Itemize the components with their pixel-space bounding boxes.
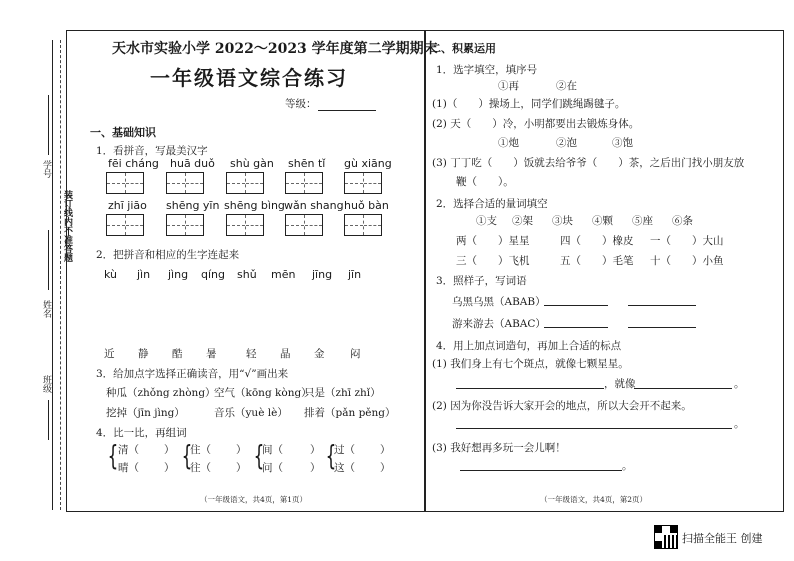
right-page-footer: （一年级语文，共4页，第2页） xyxy=(540,495,648,504)
answer-line[interactable] xyxy=(544,305,608,306)
left-page-footer: （一年级语文，共4页，第1页） xyxy=(200,495,308,504)
measure-option: ②架 xyxy=(512,215,533,227)
reading-option[interactable]: 挖掉（jīn jìng） xyxy=(106,407,185,419)
match-char[interactable]: 闷 xyxy=(350,348,361,360)
fill-sentence[interactable]: (2) 天（ ）冷，小明都要出去锻炼身体。 xyxy=(432,118,640,130)
match-char[interactable]: 静 xyxy=(138,348,149,360)
match-pinyin[interactable]: jìng xyxy=(168,268,189,281)
compare-close: ） xyxy=(310,444,321,456)
compare-word[interactable]: 清（ xyxy=(118,444,139,456)
section-1-title: 一、基础知识 xyxy=(90,126,156,139)
r-q2-prompt: 2．选择合适的量词填空 xyxy=(436,198,548,210)
grade-blank[interactable] xyxy=(318,110,376,111)
compare-close: ） xyxy=(236,462,247,474)
example-sentence: (2) 因为你没告诉大家开会的地点，所以大会开不起来。 xyxy=(432,400,692,412)
writing-grid[interactable] xyxy=(344,172,382,194)
sentence-connector: ，就像 xyxy=(604,378,636,390)
q1-prompt: 1．看拼音，写最美汉字 xyxy=(96,145,208,157)
measure-option: ③块 xyxy=(552,215,573,227)
match-char[interactable]: 晶 xyxy=(280,348,291,360)
answer-line[interactable] xyxy=(456,428,732,429)
main-title: 一年级语文综合练习 xyxy=(150,66,348,90)
measure-blank[interactable]: 十（ ）小鱼 xyxy=(650,255,724,267)
end-punct: 。 xyxy=(622,460,633,472)
pinyin-label: shù gàn xyxy=(230,157,274,170)
section-2-title: 二、积累运用 xyxy=(430,42,496,55)
brace-icon: { xyxy=(325,439,337,472)
match-pinyin[interactable]: kù xyxy=(104,268,118,281)
pinyin-label: shēn tǐ xyxy=(288,157,326,170)
brace-icon: { xyxy=(253,439,265,472)
match-pinyin[interactable]: mēn xyxy=(271,268,296,281)
writing-grid[interactable] xyxy=(285,214,323,236)
match-char[interactable]: 暑 xyxy=(206,348,217,360)
measure-blank[interactable]: 一（ ）大山 xyxy=(650,235,724,247)
pinyin-label: zhī jiāo xyxy=(108,199,147,212)
name-label: 姓名 xyxy=(41,300,51,318)
end-punct: 。 xyxy=(734,418,745,430)
class-label: 班级 xyxy=(41,375,51,393)
grade-label: 等级： xyxy=(285,98,317,110)
compare-word[interactable]: 过（ xyxy=(334,444,355,456)
option-label: ②在 xyxy=(556,80,577,92)
measure-option: ①支 xyxy=(476,215,497,227)
pinyin-label: fēi cháng xyxy=(108,157,159,170)
answer-line[interactable] xyxy=(628,327,696,328)
option-label: ②泡 xyxy=(556,137,577,149)
answer-line[interactable] xyxy=(544,327,608,328)
match-char[interactable]: 轻 xyxy=(246,348,257,360)
fill-sentence[interactable]: (1)（ ）操场上，同学们跳绳踢毽子。 xyxy=(432,98,626,110)
option-label: ①再 xyxy=(498,80,519,92)
measure-option: ④颗 xyxy=(592,215,613,227)
brace-icon: { xyxy=(107,439,119,472)
name-line xyxy=(48,230,49,290)
answer-line[interactable] xyxy=(460,470,622,471)
compare-word[interactable]: 间（ xyxy=(262,444,283,456)
pinyin-label: wǎn shang xyxy=(284,199,344,212)
fill-sentence[interactable]: 鞭（ ）。 xyxy=(456,176,514,188)
compare-close: ） xyxy=(310,462,321,474)
measure-blank[interactable]: 两（ ）星星 xyxy=(456,235,530,247)
example-sentence: (3) 我好想再多玩一会儿啊！ xyxy=(432,442,566,454)
binding-line-text: 装订线内不准答题 xyxy=(62,190,72,262)
binding-line-dashed xyxy=(60,40,61,510)
pinyin-label: shēng bìng xyxy=(224,199,285,212)
answer-line[interactable] xyxy=(456,388,604,389)
reading-option[interactable]: 排着（pǎn pěng） xyxy=(304,407,396,419)
pattern-example: 乌黑乌黑（ABAB） xyxy=(452,296,546,308)
end-punct: 。 xyxy=(734,378,745,390)
writing-grid[interactable] xyxy=(226,172,264,194)
student-no-line xyxy=(48,95,49,155)
binding-line-solid xyxy=(52,40,53,510)
writing-grid[interactable] xyxy=(106,172,144,194)
writing-grid[interactable] xyxy=(226,214,264,236)
pinyin-label: gù xiāng xyxy=(344,157,392,170)
match-char[interactable]: 酷 xyxy=(172,348,183,360)
measure-option: ⑥条 xyxy=(672,215,693,227)
writing-grid[interactable] xyxy=(285,172,323,194)
r-q3-prompt: 3．照样子，写词语 xyxy=(436,275,527,287)
reading-option[interactable]: 音乐（yuè lè） xyxy=(214,407,288,419)
compare-word[interactable]: 问（ xyxy=(262,462,283,474)
compare-word[interactable]: 住（ xyxy=(190,444,211,456)
class-line xyxy=(48,400,49,440)
fill-sentence[interactable]: (3) 丁丁吃（ ）饭就去给爷爷（ ）茶，之后出门找小朋友放 xyxy=(432,157,745,169)
q3-prompt: 3．给加点字选择正确读音，用“√”画出来 xyxy=(96,368,289,380)
example-sentence: (1) 我们身上有七个斑点，就像七颗星星。 xyxy=(432,358,629,370)
reading-option[interactable]: 只是（zhī zhǐ） xyxy=(304,387,381,399)
q4-prompt: 4．比一比，再组词 xyxy=(96,427,187,439)
measure-blank[interactable]: 五（ ）毛笔 xyxy=(560,255,634,267)
compare-close: ） xyxy=(380,462,391,474)
pinyin-label: huǒ bàn xyxy=(344,199,389,212)
match-pinyin[interactable]: jīn xyxy=(348,268,362,281)
school-title: 天水市实验小学 2022～2023 学年度第二学期期末 xyxy=(112,41,438,57)
compare-close: ） xyxy=(164,462,175,474)
match-char[interactable]: 金 xyxy=(314,348,325,360)
match-pinyin[interactable]: jìn xyxy=(137,268,151,281)
pinyin-label: shēng yīn xyxy=(166,199,220,212)
reading-option[interactable]: 种瓜（zhǒng zhòng） xyxy=(106,387,216,399)
writing-grid[interactable] xyxy=(166,214,204,236)
writing-grid[interactable] xyxy=(166,172,204,194)
compare-close: ） xyxy=(236,444,247,456)
r-q4-prompt: 4．用上加点词造句，再加上合适的标点 xyxy=(436,340,622,352)
compare-close: ） xyxy=(164,444,175,456)
brace-icon: { xyxy=(181,439,193,472)
qr-code-icon xyxy=(654,525,678,549)
measure-blank[interactable]: 四（ ）橡皮 xyxy=(560,235,634,247)
match-char[interactable]: 近 xyxy=(104,348,115,360)
reading-option[interactable]: 空气（kōng kòng） xyxy=(214,387,312,399)
measure-blank[interactable]: 三（ ）飞机 xyxy=(456,255,530,267)
match-pinyin[interactable]: shǔ xyxy=(237,268,257,281)
answer-line[interactable] xyxy=(628,305,696,306)
measure-option: ⑤座 xyxy=(632,215,653,227)
match-pinyin[interactable]: qíng xyxy=(201,268,225,281)
compare-word[interactable]: 晴（ xyxy=(118,462,139,474)
scanner-watermark: 扫描全能王 创建 xyxy=(682,532,763,545)
q2-prompt: 2．把拼音和相应的生字连起来 xyxy=(96,249,240,261)
pinyin-label: huā duǒ xyxy=(170,157,215,170)
writing-grid[interactable] xyxy=(106,214,144,236)
answer-line[interactable] xyxy=(634,388,732,389)
option-label: ①炮 xyxy=(498,137,519,149)
compare-close: ） xyxy=(380,444,391,456)
option-label: ③饱 xyxy=(612,137,633,149)
r-q1-prompt: 1．选字填空，填序号 xyxy=(436,64,538,76)
compare-word[interactable]: 往（ xyxy=(190,462,211,474)
pattern-example: 游来游去（ABAC） xyxy=(452,318,546,330)
match-pinyin[interactable]: jīng xyxy=(312,268,333,281)
writing-grid[interactable] xyxy=(344,214,382,236)
student-no-label: 学号 xyxy=(41,160,51,178)
compare-word[interactable]: 这（ xyxy=(334,462,355,474)
